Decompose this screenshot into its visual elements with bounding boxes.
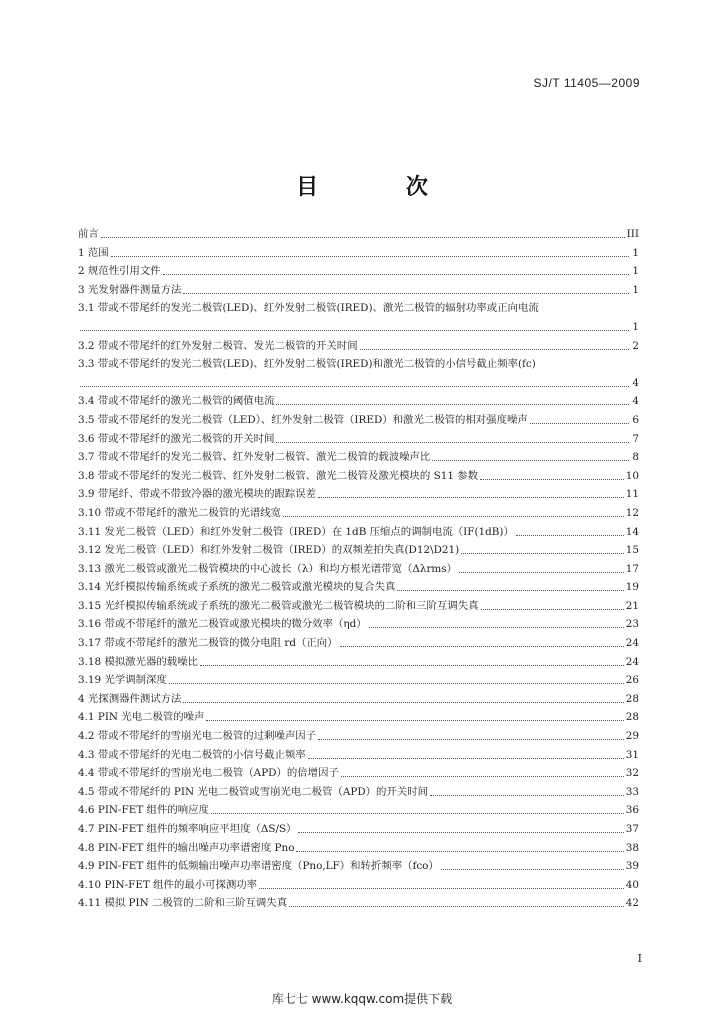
toc-entry-page: 4: [632, 376, 639, 389]
toc-entry-page: 6: [632, 413, 639, 426]
toc-entry-page: 15: [625, 544, 639, 557]
toc-entry-title: 3.17 带或不带尾纤的激光二极管的微分电阻 rd（正向）: [78, 637, 338, 650]
toc-entry: [78, 563, 639, 576]
toc-entry: [78, 879, 639, 892]
toc-entry: [78, 618, 639, 631]
toc-entry-title: 3.1 带或不带尾纤的发光二极管(LED)、红外发射二极管(IRED)、激光二极管的辐射功率或正向电流: [78, 302, 539, 315]
toc-entry: [78, 786, 639, 799]
toc-leader-dots: [360, 348, 629, 350]
toc-entry: [78, 265, 639, 278]
toc-leader-dots: [169, 682, 624, 684]
toc-entry-page: 1: [632, 320, 639, 333]
toc-leader-dots: [206, 719, 623, 721]
toc-leader-dots: [276, 441, 629, 443]
toc-entry-page: 11: [625, 488, 639, 501]
toc-entry: [78, 414, 639, 427]
toc-entry-title: 4.3 带或不带尾纤的光电二极管的小信号截止频率: [78, 748, 306, 761]
table-of-contents: [78, 228, 639, 916]
toc-entry-page: 24: [625, 637, 639, 650]
standard-code: SJ/T 11405—2009: [533, 76, 640, 90]
toc-entry-page: 24: [625, 655, 639, 668]
toc-leader-dots: [432, 459, 629, 461]
toc-entry-title: 3.8 带或不带尾纤的发光二极管、红外发射二极管、激光二极管及激光模块的 S11 参数: [78, 469, 479, 482]
toc-entry-title: 3.5 带或不带尾纤的发光二极管（LED）、红外发射二极管（IRED）和激光二极管的相对强度噪声: [78, 413, 528, 426]
toc-entry: [78, 395, 639, 408]
toc-leader-dots: [516, 534, 624, 536]
toc-entry-title: 4.5 带或不带尾纤的 PIN 光电二极管或雪崩光电二极管（APD）的开关时间: [78, 785, 428, 798]
toc-leader-dots: [530, 422, 629, 424]
toc-entry: [78, 581, 639, 594]
toc-entry: [78, 823, 639, 836]
toc-entry-title: 3.13 激光二极管或激光二极管模块的中心波长（λ）和均方根光谱带宽（Δλrms）: [78, 562, 457, 575]
toc-entry-title: 3.7 带或不带尾纤的发光二极管、红外发射二极管、激光二极管的载波噪声比: [78, 451, 431, 464]
toc-leader-dots: [289, 905, 624, 907]
toc-leader-dots: [298, 831, 623, 833]
toc-entry-page: 33: [625, 785, 639, 798]
toc-entry-page: 1: [632, 246, 639, 259]
toc-entry: [78, 656, 639, 669]
toc-entry-page: 19: [625, 581, 639, 594]
toc-leader-dots: [318, 496, 624, 498]
page-title: 目 次: [296, 175, 468, 200]
toc-entry: [78, 284, 639, 297]
toc-entry: [78, 637, 639, 650]
toc-entry: [78, 321, 639, 334]
toc-leader-dots: [308, 757, 624, 759]
toc-entry-title: 4 光探测器件测试方法: [78, 692, 182, 705]
toc-entry: [78, 544, 639, 557]
toc-entry-title: 4.8 PIN-FET 组件的输出噪声功率谱密度 Pno: [78, 841, 295, 854]
toc-entry-title: 3.10 带或不带尾纤的激光二极管的光谱线宽: [78, 506, 282, 519]
toc-entry: [78, 507, 639, 520]
toc-entry: [78, 526, 639, 539]
toc-leader-dots: [340, 645, 624, 647]
toc-entry-page: 42: [625, 897, 639, 910]
download-watermark: 库七七 www.kqqw.com提供下载: [271, 992, 453, 1006]
toc-leader-dots: [183, 701, 623, 703]
toc-entry: [78, 897, 639, 910]
toc-entry-page: 1: [632, 265, 639, 278]
toc-entry-title: 3.9 带尾纤、带或不带致冷器的激光模块的跟踪误差: [78, 488, 317, 501]
toc-entry-page: 37: [625, 823, 639, 835]
toc-entry: [78, 711, 639, 724]
toc-entry-page: 10: [625, 469, 639, 482]
toc-entry-page: 38: [625, 841, 639, 854]
toc-entry-page: 4: [632, 395, 639, 408]
toc-entry-title: 3.3 带或不带尾纤的发光二极管(LED)、红外发射二极管(IRED)和激光二极管的小信号截止频率(fc): [78, 358, 536, 371]
toc-entry: [78, 470, 639, 483]
toc-entry: [78, 749, 639, 762]
toc-entry: [78, 451, 639, 464]
toc-entry-title: 前言: [78, 228, 99, 240]
toc-entry-page: 21: [625, 599, 639, 612]
toc-entry-title: 4.1 PIN 光电二极管的噪声: [78, 711, 205, 724]
toc-entry: [78, 247, 639, 260]
toc-entry-page: 2: [632, 339, 639, 352]
toc-entry-title: 3 光发射器件测量方法: [78, 283, 182, 296]
toc-entry-page: 36: [625, 804, 639, 817]
toc-entry-page: 12: [625, 506, 639, 519]
toc-entry-page: 23: [625, 618, 639, 631]
toc-entry-title: 3.6 带或不带尾纤的激光二极管的开关时间: [78, 432, 275, 445]
toc-leader-dots: [481, 608, 624, 610]
toc-entry-title: 1 范围: [78, 246, 109, 259]
toc-entry-title: 3.11 发光二极管（LED）和红外发射二极管（IRED）在 1dB 压缩点的调制电流（IF(1dB)）: [78, 525, 514, 538]
toc-entry-title: 4.10 PIN-FET 组件的最小可探测功率: [78, 878, 258, 891]
toc-leader-dots: [101, 236, 625, 238]
toc-entry: [78, 842, 639, 855]
toc-entry: [78, 730, 639, 743]
toc-entry: [78, 358, 639, 371]
toc-entry-title: 3.14 光纤模拟传输系统或子系统的激光二极管或激光模块的复合失真: [78, 581, 396, 594]
page-number: I: [637, 952, 642, 965]
toc-leader-dots: [341, 775, 624, 777]
toc-leader-dots: [441, 868, 624, 870]
toc-entry-title: 4.6 PIN-FET 组件的响应度: [78, 804, 209, 817]
toc-entry: [78, 340, 639, 353]
toc-entry-title: 3.16 带或不带尾纤的激光二极管或激光模块的微分效率（ηd）: [78, 618, 367, 631]
toc-leader-dots: [183, 292, 629, 294]
toc-leader-dots: [461, 552, 624, 554]
toc-leader-dots: [318, 738, 624, 740]
toc-entry-title: 3.4 带或不带尾纤的激光二极管的阈值电流: [78, 395, 275, 408]
toc-entry-page: 39: [625, 860, 639, 873]
toc-entry-title: 4.9 PIN-FET 组件的低频输出噪声功率谱密度（Pno,LF）和转折频率（fco）: [78, 860, 439, 873]
toc-leader-dots: [200, 664, 624, 666]
toc-entry: [78, 488, 639, 501]
toc-entry-title: 2 规范性引用文件: [78, 265, 161, 278]
toc-leader-dots: [163, 273, 629, 275]
toc-entry: [78, 377, 639, 390]
toc-leader-dots: [80, 385, 629, 387]
toc-entry: [78, 228, 639, 241]
toc-entry: [78, 693, 639, 706]
toc-entry-page: 26: [625, 674, 639, 687]
toc-leader-dots: [80, 329, 629, 331]
toc-entry-title: 4.4 带或不带尾纤的雪崩光电二极管（APD）的倍增因子: [78, 767, 339, 780]
toc-entry-page: 28: [625, 692, 639, 705]
toc-entry-page: 8: [632, 451, 639, 464]
toc-entry-page: III: [626, 228, 639, 240]
toc-entry: [78, 767, 639, 780]
toc-entry: [78, 433, 639, 446]
toc-leader-dots: [259, 887, 624, 889]
toc-leader-dots: [296, 850, 623, 852]
toc-leader-dots: [276, 403, 629, 405]
toc-entry: [78, 860, 639, 873]
toc-entry-title: 4.2 带或不带尾纤的雪崩光电二极管的过剩噪声因子: [78, 730, 317, 743]
toc-entry: [78, 600, 639, 613]
toc-entry-page: 40: [625, 878, 639, 891]
toc-leader-dots: [397, 589, 623, 591]
toc-entry-page: 14: [625, 525, 639, 538]
toc-entry-page: 7: [632, 432, 639, 445]
toc-entry-page: 32: [625, 767, 639, 780]
toc-entry: [78, 674, 639, 687]
toc-leader-dots: [480, 478, 624, 480]
toc-entry-page: 17: [625, 562, 639, 575]
toc-entry-title: 3.2 带或不带尾纤的红外发射二极管、发光二极管的开关时间: [78, 339, 358, 352]
toc-leader-dots: [430, 794, 624, 796]
toc-leader-dots: [283, 515, 624, 517]
toc-entry-title: 3.15 光纤模拟传输系统或子系统的激光二极管或激光二极管模块的二阶和三阶互调失真: [78, 599, 479, 612]
toc-entry-page: 31: [625, 748, 639, 761]
toc-entry-title: 4.7 PIN-FET 组件的频率响应平坦度（ΔS/S）: [78, 823, 297, 835]
toc-leader-dots: [111, 255, 629, 257]
toc-entry-title: 4.11 模拟 PIN 二极管的二阶和三阶互调失真: [78, 897, 288, 910]
toc-entry-page: 29: [625, 730, 639, 743]
toc-entry-page: 28: [625, 711, 639, 724]
toc-leader-dots: [211, 812, 624, 814]
toc-entry: [78, 804, 639, 817]
toc-entry: [78, 302, 639, 315]
toc-entry-title: 3.12 发光二极管（LED）和红外发射二极管（IRED）的双频差拍失真(D12\D21): [78, 544, 460, 557]
toc-entry-page: 1: [632, 283, 639, 296]
toc-leader-dots: [369, 626, 624, 628]
toc-entry-title: 3.19 光学调制深度: [78, 674, 167, 687]
toc-leader-dots: [459, 571, 624, 573]
toc-entry-title: 3.18 模拟激光器的载噪比: [78, 655, 198, 668]
